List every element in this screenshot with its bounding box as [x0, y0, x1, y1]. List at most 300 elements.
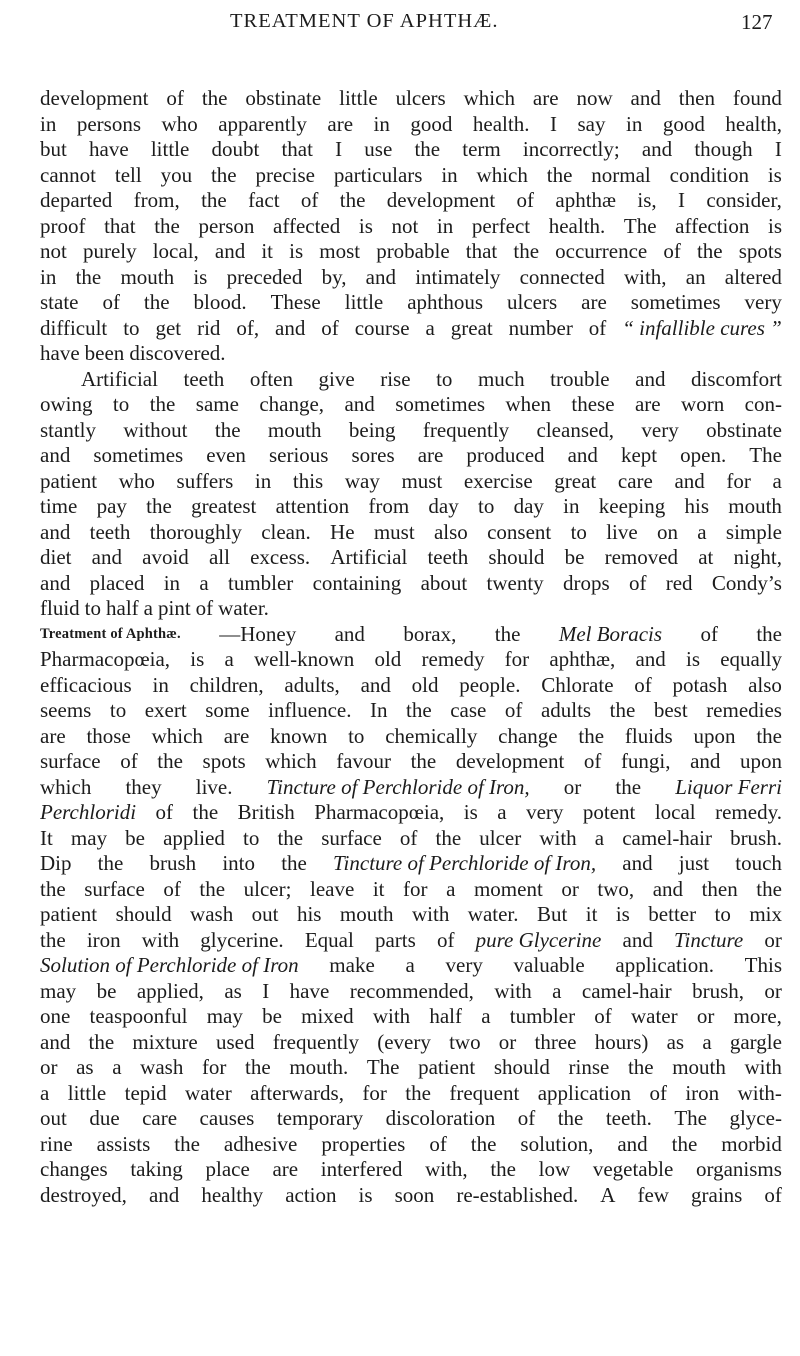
word: also: [748, 672, 782, 697]
word: same: [195, 392, 239, 416]
word: out: [40, 1106, 67, 1130]
word: some: [205, 698, 250, 722]
word: The: [623, 213, 657, 238]
word: which: [463, 86, 515, 110]
text-line: [40, 749, 782, 775]
word: say: [577, 111, 606, 136]
word: night,: [733, 545, 782, 569]
word: fluids: [624, 723, 673, 748]
word: may: [206, 1004, 243, 1028]
word: health.: [472, 111, 530, 136]
word: of: [516, 188, 535, 212]
word: now: [576, 86, 613, 110]
word: few: [637, 1182, 669, 1207]
word: or: [764, 927, 782, 952]
word: the: [97, 851, 124, 875]
word: should: [115, 902, 172, 926]
word: assists: [96, 1131, 151, 1156]
word: in: [626, 111, 643, 136]
word: occurrence: [555, 239, 648, 263]
word: a: [594, 825, 605, 850]
word: the: [490, 1157, 516, 1181]
word: mouth: [120, 264, 175, 289]
word: Tincture: [674, 927, 744, 952]
word: is: [685, 647, 700, 671]
word: or: [696, 1004, 715, 1028]
word: action: [285, 1182, 337, 1207]
word: persons: [76, 111, 142, 136]
word: aphthæ,: [549, 647, 616, 671]
word: half: [106, 596, 139, 620]
word: old: [374, 647, 402, 671]
word: the: [578, 723, 605, 748]
text-line: [40, 86, 782, 112]
word: adults: [540, 698, 592, 722]
word: are: [634, 392, 661, 416]
word: These: [270, 290, 321, 314]
text-line: [40, 698, 782, 724]
word: with,: [623, 264, 667, 289]
word: and: [641, 137, 673, 161]
text-line: [40, 647, 782, 673]
word: is,: [637, 188, 657, 212]
text-line: [40, 851, 782, 877]
word: blood.: [193, 290, 247, 314]
word: time: [40, 494, 78, 518]
word: are: [223, 723, 250, 748]
text-line: [40, 622, 782, 648]
word: applied,: [136, 978, 204, 1003]
word: the: [410, 749, 437, 773]
word: are: [272, 1157, 299, 1181]
text-line: [40, 443, 782, 469]
text-line: [40, 367, 782, 393]
section-heading: Treatment of Aphthæ.: [40, 625, 181, 642]
word: I: [262, 978, 270, 1003]
word: Chlorate: [541, 672, 614, 697]
word: of: [583, 749, 602, 773]
word: of: [195, 596, 214, 620]
word: upon: [740, 749, 782, 773]
word: when: [505, 392, 551, 416]
word: little: [339, 86, 378, 110]
word: due: [89, 1106, 120, 1130]
word: for: [504, 647, 530, 671]
word: with-: [737, 1080, 782, 1105]
word: adults,: [284, 672, 340, 697]
word: be: [125, 825, 145, 850]
word: favour: [336, 749, 391, 773]
word: old: [411, 672, 439, 697]
word: of: [166, 86, 184, 110]
word: used: [215, 1029, 255, 1054]
word: moment: [473, 876, 543, 901]
word: people.: [459, 672, 521, 697]
word: a: [143, 596, 153, 620]
word: three: [534, 1029, 577, 1054]
word: application: [537, 1080, 632, 1105]
word: preceded: [226, 264, 303, 289]
word: the: [40, 927, 66, 952]
word: and: [40, 443, 71, 467]
word: affected: [273, 213, 341, 238]
word: the: [88, 1029, 115, 1054]
word: as: [666, 1029, 685, 1054]
word: vegetable: [592, 1157, 674, 1181]
word: of: [700, 621, 718, 646]
text-line: [40, 826, 782, 852]
word: a: [199, 570, 209, 595]
word: of: [300, 188, 319, 212]
word: are: [327, 111, 354, 136]
word: The: [366, 1055, 400, 1079]
word: by,: [321, 264, 347, 289]
word: and: [365, 264, 396, 289]
word: the: [557, 1106, 584, 1130]
word: the: [470, 1131, 497, 1156]
word: aphthous: [407, 290, 484, 314]
word: re-established.: [456, 1182, 579, 1207]
word: day: [428, 494, 459, 518]
word: kept: [620, 443, 658, 467]
text-line: [40, 902, 782, 928]
word: But: [536, 902, 568, 926]
word: seems: [40, 698, 92, 722]
word: rise: [380, 366, 411, 391]
word: of: [399, 825, 418, 850]
word: water: [185, 1080, 232, 1105]
word: a: [697, 519, 707, 544]
word: his: [684, 494, 710, 518]
word: those: [86, 723, 131, 748]
word: organisms: [695, 1157, 782, 1181]
word: and: [40, 519, 71, 544]
word: adhesive: [223, 1131, 298, 1156]
word: a: [112, 1055, 122, 1079]
word: local,: [152, 239, 199, 263]
word: of: [649, 1080, 667, 1105]
word: or: [764, 978, 782, 1003]
word: then: [701, 876, 738, 901]
word: morbid: [721, 1131, 782, 1156]
word: the: [414, 137, 441, 161]
word: term: [462, 137, 501, 161]
text-line: [40, 775, 782, 801]
word: a: [552, 978, 562, 1003]
word: of,: [236, 315, 260, 340]
word: the: [696, 239, 723, 263]
word: with: [412, 902, 450, 926]
text-line: [40, 265, 782, 291]
word: Condy’s: [711, 570, 782, 595]
word: should: [493, 1055, 550, 1079]
word: live: [606, 519, 638, 544]
word: a: [772, 468, 782, 493]
word: in: [373, 111, 390, 136]
word: consider,: [706, 188, 782, 212]
word: more,: [733, 1004, 782, 1028]
word: chemically: [385, 723, 478, 748]
word: particulars: [333, 162, 423, 187]
word: tell: [114, 162, 142, 187]
word: his: [296, 902, 322, 926]
word: to: [570, 519, 587, 544]
word: It: [40, 825, 53, 850]
word: must: [401, 468, 443, 493]
word: a: [224, 647, 234, 671]
word: wash: [190, 902, 234, 926]
word: known: [270, 723, 328, 748]
word: avoid: [142, 545, 189, 569]
word: of: [628, 570, 647, 595]
word: frequent: [449, 1080, 520, 1105]
word: in: [436, 213, 454, 238]
word: the: [609, 698, 636, 722]
word: frequently: [422, 417, 510, 442]
word: clean.: [261, 519, 311, 544]
word: is: [289, 239, 304, 263]
word: in: [40, 264, 57, 289]
word: the: [405, 1080, 431, 1105]
word: which: [151, 723, 203, 748]
word: discomfort: [691, 366, 782, 391]
word: Equal: [304, 927, 354, 952]
text-line: [40, 571, 782, 597]
word: and: [635, 366, 666, 391]
word: con-: [744, 392, 782, 416]
word: from: [368, 494, 410, 518]
word: Pharmacopœia,: [40, 647, 171, 671]
word: surface: [321, 825, 382, 850]
word: state: [40, 290, 79, 314]
text-line: [40, 1030, 782, 1056]
word: Solution of Perchloride of Iron: [40, 953, 299, 977]
word: aphthæ: [555, 188, 617, 212]
word: probable: [376, 239, 450, 263]
word: to: [109, 698, 127, 722]
word: and: [690, 749, 721, 773]
word: at: [698, 545, 714, 569]
word: development: [40, 86, 149, 110]
word: rine: [40, 1131, 73, 1156]
word: the: [214, 417, 241, 442]
word: mixed: [301, 1004, 354, 1028]
word: the: [756, 723, 782, 748]
word: difficult: [40, 315, 108, 340]
word: to: [714, 902, 731, 926]
word: it: [261, 239, 273, 263]
word: intimately: [415, 264, 501, 289]
word: very: [445, 953, 483, 977]
word: touch: [735, 851, 782, 875]
word: gargle: [729, 1029, 782, 1054]
word: to: [84, 596, 102, 620]
word: exercise: [463, 468, 533, 493]
word: the: [40, 876, 66, 901]
word: of: [436, 927, 455, 952]
word: cleansed,: [536, 417, 615, 442]
word: the: [615, 774, 642, 799]
word: and: [630, 86, 661, 110]
word: pay: [96, 494, 127, 518]
word: the: [277, 825, 304, 850]
word: who: [118, 468, 155, 493]
word: potent: [582, 800, 636, 824]
word: of: [594, 1004, 612, 1028]
word: to: [478, 494, 495, 518]
word: the: [146, 494, 172, 518]
word: glyce-: [729, 1106, 782, 1130]
word: to: [243, 825, 260, 850]
word: of: [588, 315, 607, 340]
word: remedy: [421, 647, 485, 671]
word: the: [513, 239, 540, 263]
word: development: [455, 749, 565, 773]
word: affection: [675, 213, 750, 238]
text-line: [40, 1106, 782, 1132]
word: hours): [594, 1029, 649, 1054]
word: not: [40, 239, 67, 263]
word: the: [174, 1131, 200, 1156]
word: and: [622, 851, 653, 875]
word: In: [370, 698, 388, 722]
word: or: [561, 876, 579, 901]
word: and: [635, 647, 666, 671]
word: serious: [268, 443, 329, 467]
word: recommended,: [349, 978, 474, 1003]
word: not: [391, 213, 419, 238]
word: cannot: [40, 162, 96, 187]
text-line: [40, 545, 782, 571]
word: equally: [720, 647, 782, 671]
word: removed: [604, 545, 679, 569]
word: the: [157, 749, 183, 773]
word: fungi,: [620, 749, 671, 773]
word: about: [420, 570, 468, 595]
word: exert: [144, 698, 187, 722]
word: interfered: [320, 1157, 403, 1181]
word: is: [767, 162, 782, 187]
word: twenty: [486, 570, 544, 595]
word: a: [497, 800, 507, 824]
word: all: [208, 545, 230, 569]
word: healthy: [201, 1182, 264, 1207]
word: in: [563, 494, 580, 518]
word: A: [600, 1182, 616, 1207]
text-line: [40, 418, 782, 444]
word: taking: [130, 1157, 183, 1181]
word: the: [149, 392, 176, 416]
text-line: [40, 724, 782, 750]
word: to: [112, 392, 130, 416]
word: the: [756, 621, 782, 646]
word: solution,: [520, 1131, 594, 1156]
word: care: [142, 1106, 178, 1130]
word: I: [335, 137, 343, 161]
word: of: [155, 800, 174, 824]
word: who: [161, 111, 198, 136]
word: ulcers: [395, 86, 446, 110]
word: good: [410, 111, 453, 136]
word: get: [155, 315, 182, 340]
word: have: [40, 341, 80, 365]
word: discovered.: [129, 341, 226, 365]
word: keeping: [598, 494, 666, 518]
word: consent: [487, 519, 552, 544]
word: in: [40, 111, 57, 136]
word: the: [671, 1131, 698, 1156]
word: or: [40, 1055, 58, 1079]
word: which: [265, 749, 317, 773]
word: is: [767, 213, 782, 238]
word: British: [237, 800, 295, 824]
word: fluid: [40, 596, 80, 620]
word: you: [160, 162, 193, 187]
word: out: [251, 902, 279, 926]
word: I: [678, 188, 686, 212]
word: better: [648, 902, 697, 926]
word: valuable: [513, 953, 585, 977]
word: potash: [672, 672, 728, 697]
text-line: [40, 953, 782, 979]
word: the: [201, 86, 228, 110]
text-line: [40, 1157, 782, 1183]
word: produced: [466, 443, 545, 467]
word: that: [465, 239, 498, 263]
word: water.: [218, 596, 269, 620]
text-line: [40, 494, 782, 520]
word: most: [319, 239, 361, 263]
word: little: [150, 137, 190, 161]
text-line: [40, 163, 782, 189]
word: should: [488, 545, 545, 569]
word: children,: [189, 672, 264, 697]
word: properties: [321, 1131, 406, 1156]
word: teaspoonful: [89, 1004, 188, 1028]
word: diet: [40, 545, 72, 569]
word: with: [494, 978, 532, 1003]
word: the: [192, 800, 219, 824]
word: health,: [725, 111, 782, 136]
word: owing: [40, 392, 93, 416]
word: this: [292, 468, 324, 493]
word: very: [744, 290, 782, 314]
word: ulcers: [507, 290, 558, 314]
word: obstinate: [245, 86, 322, 110]
word: spots: [738, 239, 782, 263]
text-line: [40, 979, 782, 1005]
word: iron: [86, 927, 121, 952]
word: perfect: [471, 213, 531, 238]
word: water.: [467, 902, 519, 926]
word: teeth.: [605, 1106, 652, 1130]
word: a: [702, 1029, 712, 1054]
word: remedy.: [715, 800, 782, 824]
word: for: [403, 876, 428, 901]
word: teeth: [427, 545, 469, 569]
word: He: [330, 519, 355, 544]
word: Tincture of Perchloride of Iron,: [266, 774, 530, 799]
word: worn: [681, 392, 725, 416]
text-line: [40, 673, 782, 699]
word: Perchloridi: [40, 800, 137, 824]
word: are: [40, 723, 66, 748]
word: of: [517, 1106, 536, 1130]
word: of: [163, 876, 181, 901]
word: it: [372, 876, 385, 901]
word: are: [532, 86, 559, 110]
word: spots: [202, 749, 246, 773]
